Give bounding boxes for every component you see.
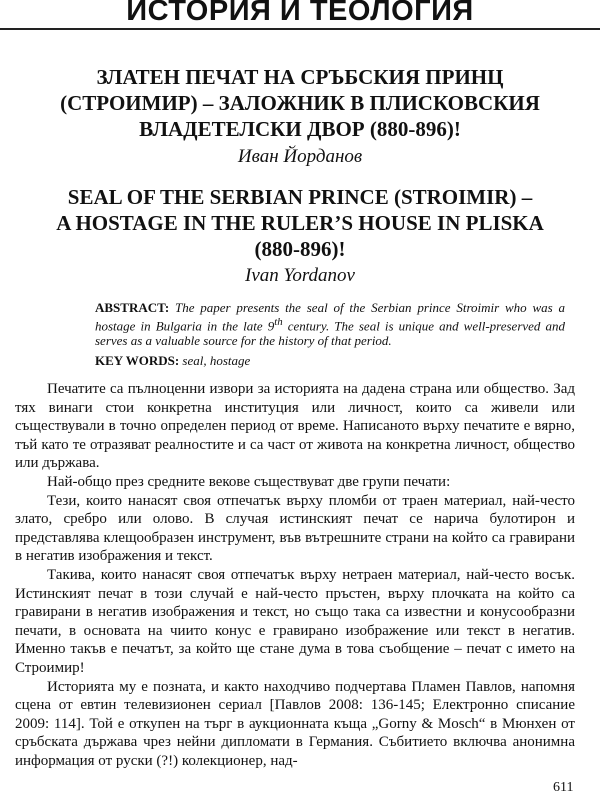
body-paragraph: Тези, които нанасят своя отпечатък върху пломби от траен материал, най-често злато, сребро или олово. В случая истинският печат се нарича булотирон и представлява клещообразен инструмент, във вътрешните страни на който са гравирани в негатив изображения и текст. (15, 492, 575, 565)
abstract-superscript: th (274, 316, 283, 328)
abstract (95, 300, 565, 348)
keywords-text: seal, hostage (182, 353, 251, 368)
author-english: Ivan Yordanov (245, 265, 355, 286)
page-number: 611 (553, 780, 574, 795)
keywords-label: KEY WORDS: (95, 353, 180, 368)
title-en-line: A HOSTAGE IN THE RULER’S HOUSE IN PLISKA (56, 211, 544, 235)
abstract-text: The paper presents the seal of the Serbian prince Stroimir who was a hostage in Bulgaria in the late 9 (95, 300, 566, 334)
abstract-text-cont: century. The seal is unique and well-preserved and serves as a valuable source for the history of that period. (95, 318, 565, 349)
article-body (15, 380, 575, 770)
author-bulgarian: Иван Йорданов (237, 146, 363, 167)
title-bulgarian (0, 64, 600, 142)
title-bg-line: ВЛАДЕТЕЛСКИ ДВОР (880-896)! (139, 117, 461, 141)
title-en-line: SEAL OF THE SERBIAN PRINCE (STROIMIR) – (67, 185, 533, 209)
title-bg-line: (СТРОИМИР) – ЗАЛОЖНИК В ПЛИСКОВСКИЯ (60, 91, 540, 115)
body-paragraph: Историята му е позната, и както находчиво подчертава Пламен Павлов, напомня сцена от евтин телевизионен сериал [Павлов 2008: 136-145; Електронно списание 2009: 114]. Той е откупен на търг в аукционната къща „Gorny & Mosch“ в Мюнхен от сръбската държава чрез нейни дипломати в Германия. Събитието включва анонимна информация от руски (?!) колекционер, над- (15, 678, 575, 769)
keywords (95, 353, 565, 368)
title-en-line: (880-896)! (254, 237, 346, 261)
body-paragraph: Такива, които нанасят своя отпечатък върху нетраен материал, най-често восък. Истинският печат в този случай е най-често пръстен, върху плочката на който са гравирани в негатив изображения и текст, но също така са известни и конусообразни печати, в основата на чиито конус е гравирано изображение или текст в негатив. Именно такъв е печатът, за който ще стане дума в това съобщение – печат с името на Строимир! (15, 566, 575, 676)
title-bg-line: ЗЛАТЕН ПЕЧАТ НА СРЪБСКИЯ ПРИНЦ (96, 65, 504, 89)
section-header: ИСТОРИЯ И ТЕОЛОГИЯ (0, 0, 600, 30)
body-paragraph: Най-общо през средните векове съществуват две групи печати: (47, 473, 451, 490)
body-paragraph: Печатите са пълноценни извори за историята на дадена страна или общество. Зад тях винаги стои конкретна институция или личност, които са живели или съществували в точно определен период от време. Написаното върху печатите е вярно, тъй като те отразяват реалностите и са част от живота на конкретна личност, общество или държава. (15, 381, 575, 472)
title-english (0, 184, 600, 262)
abstract-label: ABSTRACT: (95, 300, 170, 315)
